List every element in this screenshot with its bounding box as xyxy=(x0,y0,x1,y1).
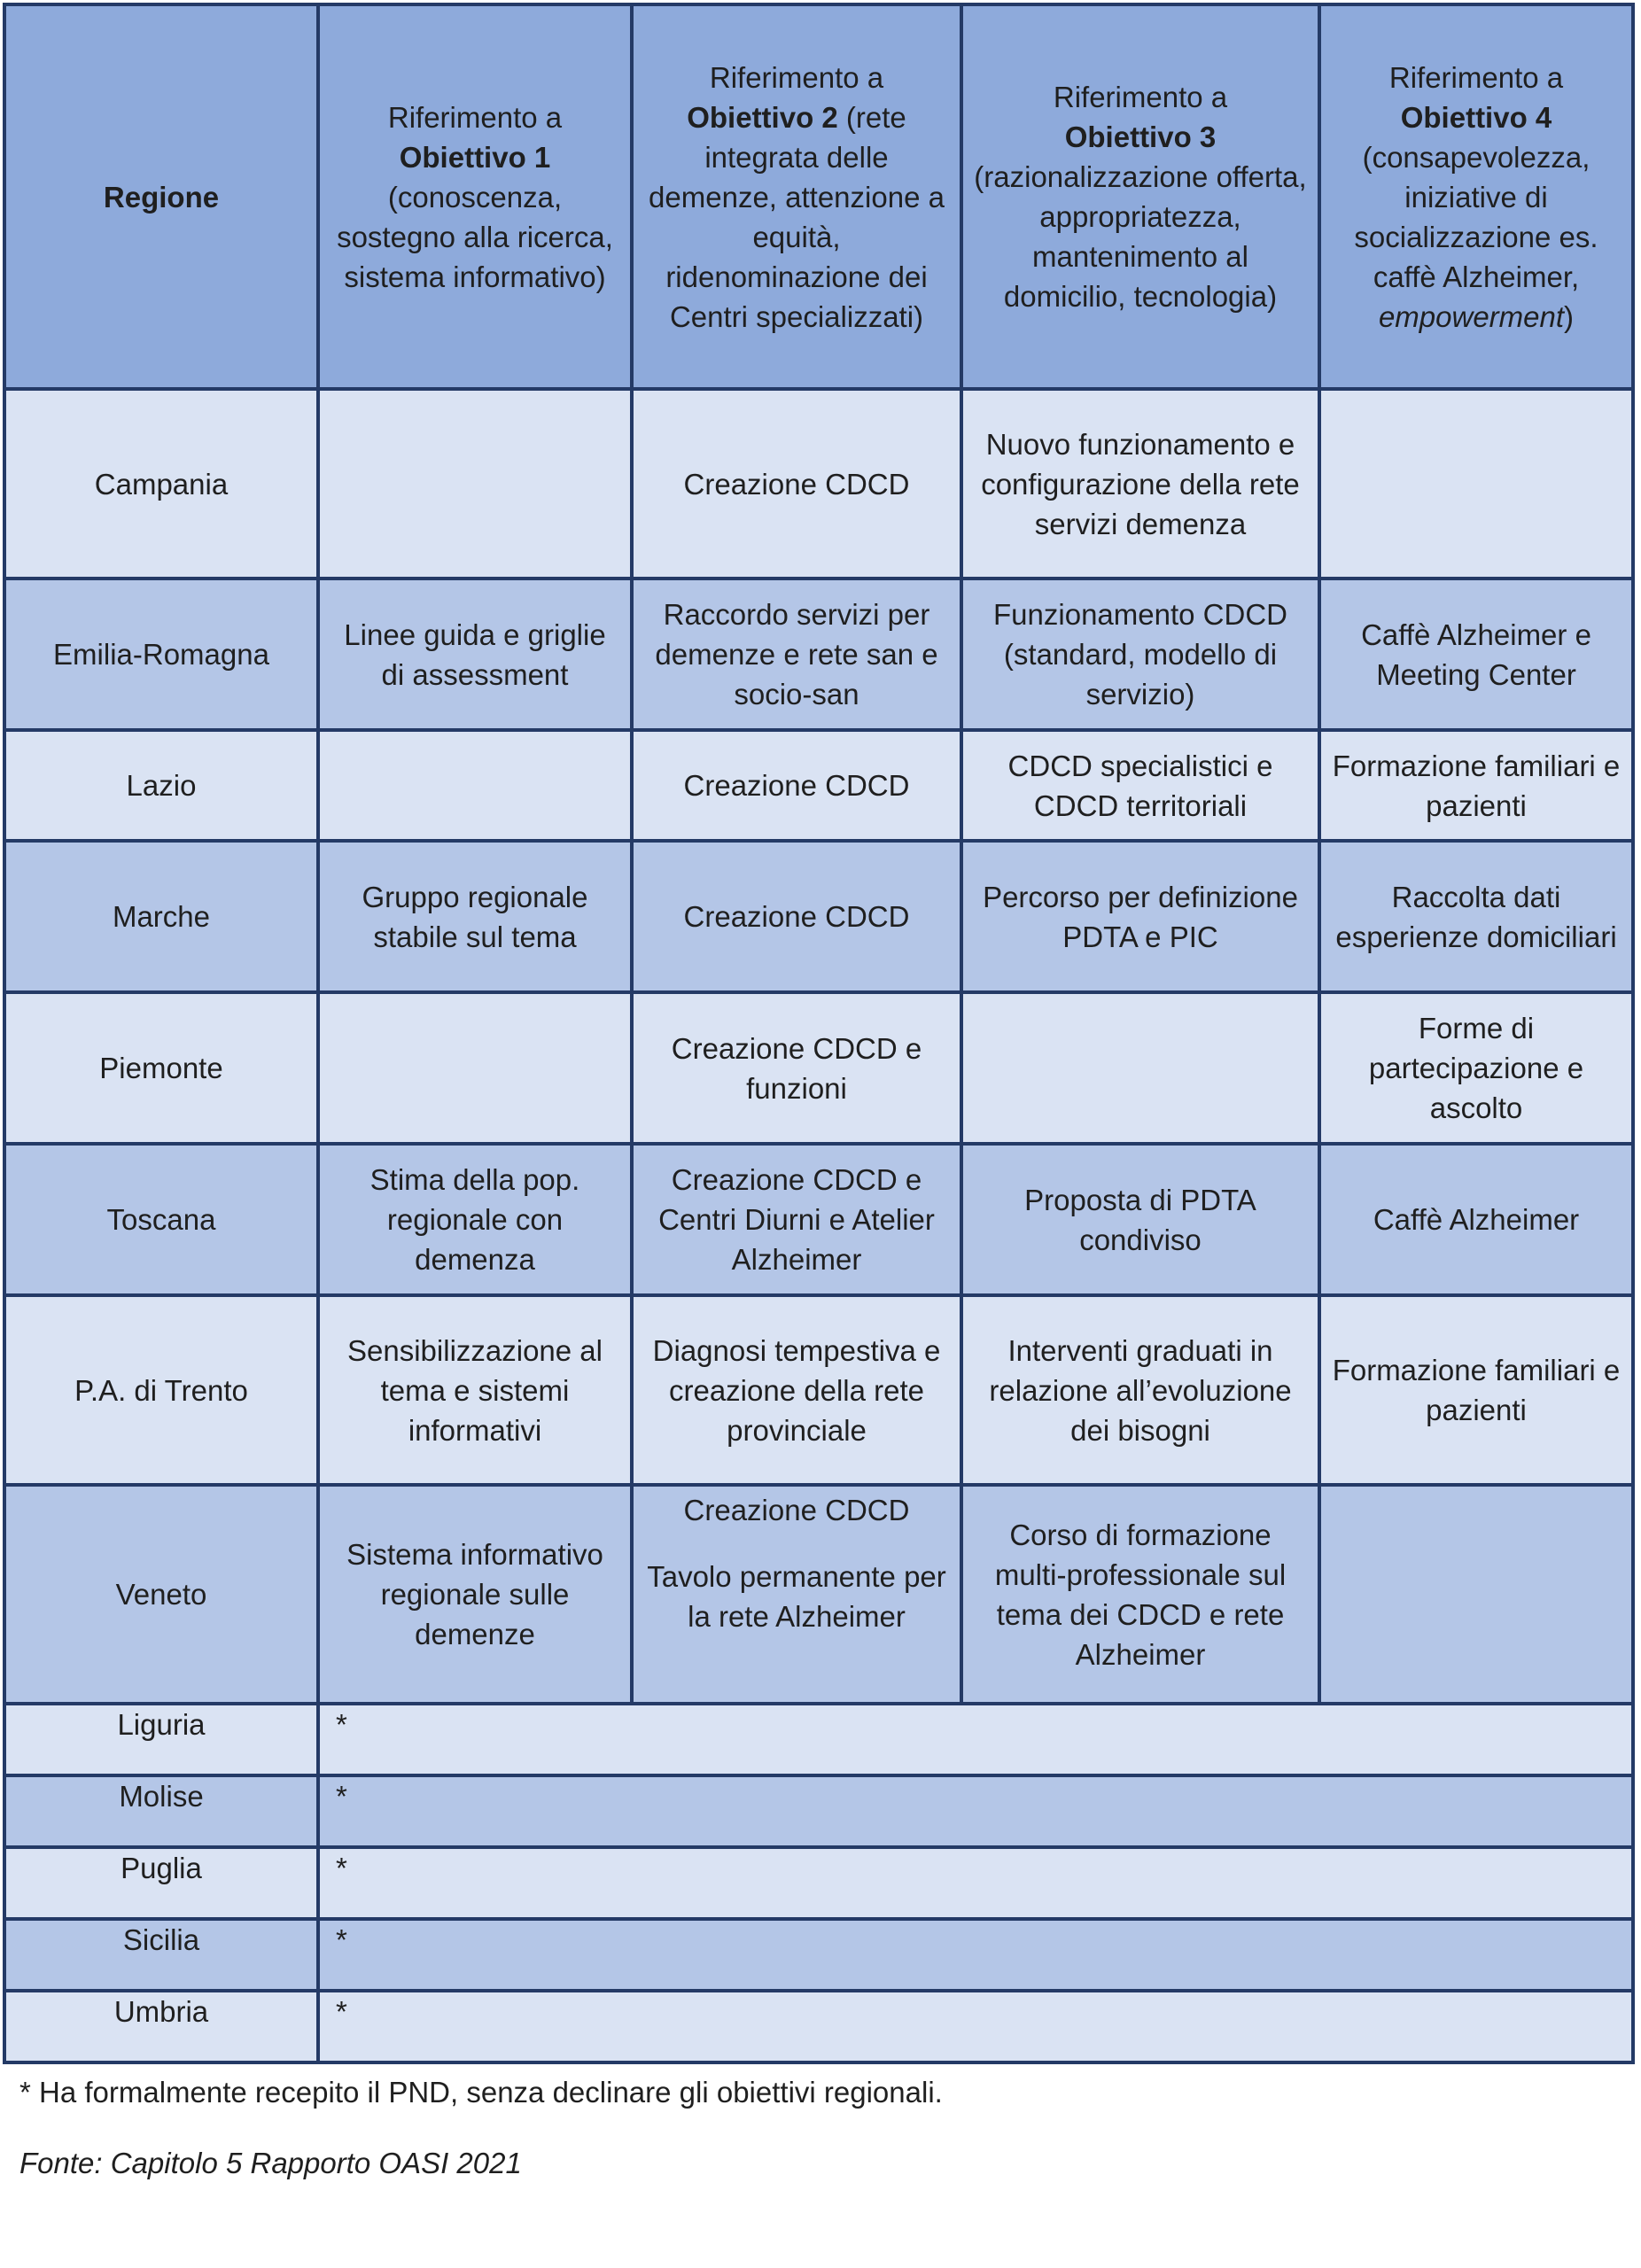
objective-3-cell: Corso di formazione multi-professionale sul tema dei CDCD e rete Alzheimer xyxy=(961,1485,1319,1704)
objective-3-cell: CDCD specialistici e CDCD territoriali xyxy=(961,730,1319,841)
header-obj4-bold: Obiettivo 4 xyxy=(1400,100,1552,134)
objective-2-line-b: Tavolo permanente per la rete Alzheimer xyxy=(647,1560,946,1633)
not-declined-cell: * xyxy=(318,1991,1633,2062)
table-row xyxy=(4,1704,1633,1775)
region-cell: Sicilia xyxy=(4,1919,318,1991)
table-row xyxy=(4,841,1633,992)
header-regione xyxy=(4,4,318,389)
header-objective-2 xyxy=(632,4,961,389)
region-cell: Umbria xyxy=(4,1991,318,2062)
table-row xyxy=(4,1295,1633,1485)
header-obj4-close: ) xyxy=(1564,299,1575,333)
header-objective-3 xyxy=(961,4,1319,389)
header-obj2-rest: (rete integrata delle demenze, attenzione a equità, ridenominazione dei Centri specializzati) xyxy=(649,100,945,333)
objective-4-cell xyxy=(1319,389,1633,579)
table-row xyxy=(4,1485,1633,1704)
header-regione-label: Regione xyxy=(103,180,220,214)
not-declined-cell: * xyxy=(318,1704,1633,1775)
table-row xyxy=(4,1991,1633,2062)
objective-4-cell: Forme di partecipazione e ascolto xyxy=(1319,992,1633,1144)
objective-2-cell: Raccordo servizi per demenze e rete san e socio-san xyxy=(632,579,961,730)
objective-2-cell: Creazione CDCD e funzioni xyxy=(632,992,961,1144)
objective-4-cell: Caffè Alzheimer e Meeting Center xyxy=(1319,579,1633,730)
objective-3-cell: Nuovo funzionamento e configurazione della rete servizi demenza xyxy=(961,389,1319,579)
region-cell: Liguria xyxy=(4,1704,318,1775)
objective-3-cell: Interventi graduati in relazione all’evoluzione dei bisogni xyxy=(961,1295,1319,1485)
table-row xyxy=(4,992,1633,1144)
objective-2-cell: Creazione CDCD xyxy=(632,389,961,579)
objective-2-cell: Creazione CDCD xyxy=(632,730,961,841)
region-cell: Molise xyxy=(4,1775,318,1847)
source-note: Fonte: Capitolo 5 Rapporto OASI 2021 xyxy=(19,2147,522,2179)
objective-2-cell: Diagnosi tempestiva e creazione della rete provinciale xyxy=(632,1295,961,1485)
region-cell: Lazio xyxy=(4,730,318,841)
objective-1-cell xyxy=(318,389,632,579)
footnote: * Ha formalmente recepito il PND, senza declinare gli obiettivi regionali. xyxy=(19,2076,943,2109)
region-cell: Marche xyxy=(4,841,318,992)
objective-4-cell xyxy=(1319,1485,1633,1704)
header-objective-1 xyxy=(318,4,632,389)
header-objective-4 xyxy=(1319,4,1633,389)
objective-3-cell: Funzionamento CDCD (standard, modello di servizio) xyxy=(961,579,1319,730)
header-obj4-rest: (consapevolezza, iniziative di socializzazione es. caffè Alzheimer, xyxy=(1354,140,1598,293)
not-declined-cell: * xyxy=(318,1919,1633,1991)
objective-4-cell: Caffè Alzheimer xyxy=(1319,1144,1633,1295)
table-row xyxy=(4,1144,1633,1295)
cell-spacer xyxy=(644,1530,949,1557)
objective-1-cell: Stima della pop. regionale con demenza xyxy=(318,1144,632,1295)
objective-2-cell: Creazione CDCD e Centri Diurni e Atelier Alzheimer xyxy=(632,1144,961,1295)
table-row xyxy=(4,1775,1633,1847)
header-obj3-bold: Obiettivo 3 xyxy=(1064,120,1217,153)
region-cell: Veneto xyxy=(4,1485,318,1704)
table-row xyxy=(4,1919,1633,1991)
region-cell: Emilia-Romagna xyxy=(4,579,318,730)
objective-2-line-a: Creazione CDCD xyxy=(683,1494,910,1526)
header-obj4-prefix: Riferimento a xyxy=(1388,60,1564,94)
not-declined-cell: * xyxy=(318,1847,1633,1919)
objective-3-cell xyxy=(961,992,1319,1144)
region-cell: Piemonte xyxy=(4,992,318,1144)
header-obj2-bold: Obiettivo 2 xyxy=(687,100,838,134)
objective-1-cell: Gruppo regionale stabile sul tema xyxy=(318,841,632,992)
objective-3-cell: Proposta di PDTA condiviso xyxy=(961,1144,1319,1295)
regional-objectives-table xyxy=(3,3,1635,2064)
region-cell: Puglia xyxy=(4,1847,318,1919)
regional-objectives-table-container xyxy=(3,3,1635,2064)
header-obj4-italic: empowerment xyxy=(1378,299,1565,333)
objective-4-cell: Formazione familiari e pazienti xyxy=(1319,730,1633,841)
objective-1-cell: Sensibilizzazione al tema e sistemi informativi xyxy=(318,1295,632,1485)
objective-1-cell xyxy=(318,730,632,841)
header-obj2-prefix: Riferimento a xyxy=(709,60,884,94)
header-obj1-rest: (conoscenza, sostegno alla ricerca, sistema informativo) xyxy=(337,180,613,293)
objective-1-cell: Sistema informativo regionale sulle demenze xyxy=(318,1485,632,1704)
table-row xyxy=(4,730,1633,841)
region-cell: Toscana xyxy=(4,1144,318,1295)
region-cell: Campania xyxy=(4,389,318,579)
header-row xyxy=(4,4,1633,389)
objective-3-cell: Percorso per definizione PDTA e PIC xyxy=(961,841,1319,992)
objective-2-cell: Creazione CDCD xyxy=(632,841,961,992)
objective-4-cell: Formazione familiari e pazienti xyxy=(1319,1295,1633,1485)
header-obj1-prefix: Riferimento a xyxy=(387,100,563,134)
objective-1-cell xyxy=(318,992,632,1144)
objective-2-cell xyxy=(632,1485,961,1704)
table-row xyxy=(4,1847,1633,1919)
header-obj3-prefix: Riferimento a xyxy=(1053,81,1228,113)
objective-4-cell: Raccolta dati esperienze domiciliari xyxy=(1319,841,1633,992)
table-row xyxy=(4,579,1633,730)
header-obj3-rest: (razionalizzazione offerta, appropriatezza, mantenimento al domicilio, tecnologia) xyxy=(974,160,1307,313)
not-declined-cell: * xyxy=(318,1775,1633,1847)
objective-1-cell: Linee guida e griglie di assessment xyxy=(318,579,632,730)
table-row xyxy=(4,389,1633,579)
region-cell: P.A. di Trento xyxy=(4,1295,318,1485)
header-obj1-bold: Obiettivo 1 xyxy=(399,140,551,174)
